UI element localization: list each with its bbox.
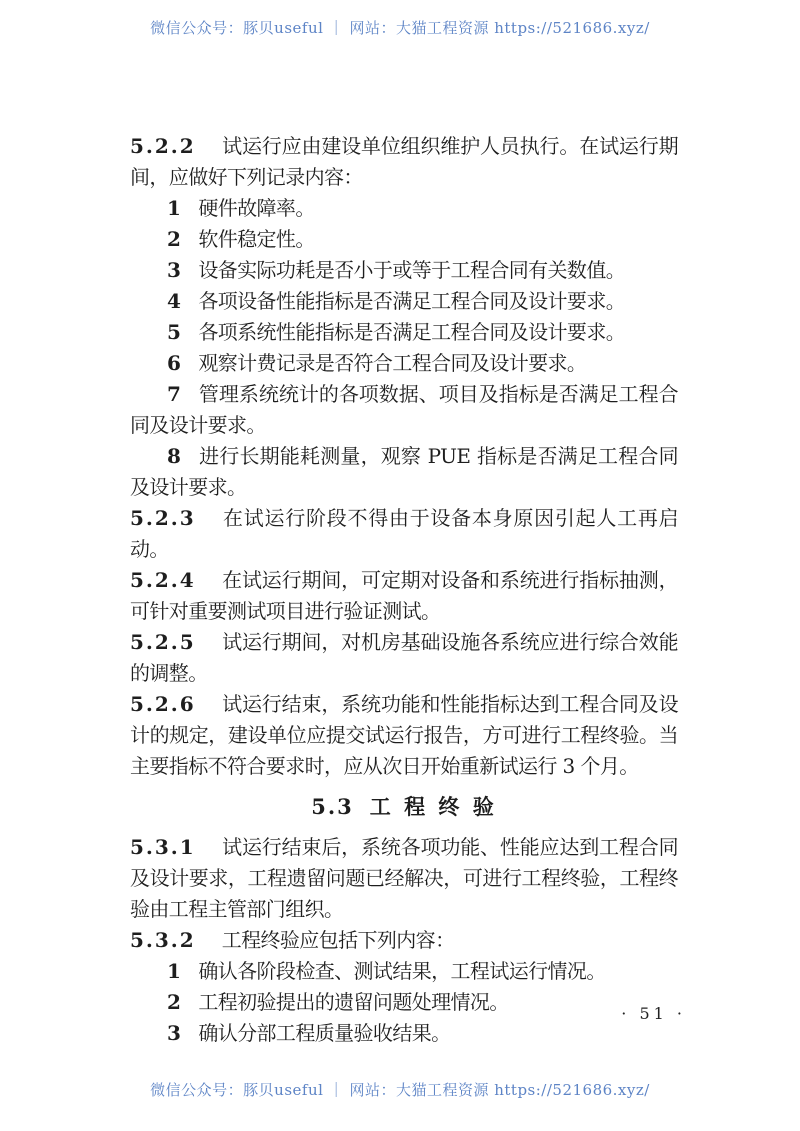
list-item-number: 3 — [167, 258, 181, 282]
list-item-number: 8 — [167, 444, 181, 468]
clause-text: 试运行期间，对机房基础设施各系统应进行综合效能的调整。 — [130, 630, 678, 685]
list-item-text: 软件稳定性。 — [198, 227, 315, 251]
list-item-532-3 — [130, 1018, 678, 1049]
list-item-number: 1 — [167, 196, 181, 220]
list-item-522-1 — [130, 193, 678, 224]
list-item-text: 进行长期能耗测量，观察 PUE 指标是否满足工程合同及设计要求。 — [130, 444, 678, 499]
list-item-number: 4 — [167, 289, 181, 313]
clause-text: 在试运行阶段不得由于设备本身原因引起人工再启动。 — [130, 506, 678, 561]
clause-5-2-6 — [130, 689, 678, 782]
header-watermark: 微信公众号：豚贝useful ｜ 网站：大猫工程资源 https://521686.xyz/ — [150, 19, 650, 37]
clause-text: 试运行结束后，系统各项功能、性能应达到工程合同及设计要求，工程遗留问题已经解决，可进行工程终验，工程终验由工程主管部门组织。 — [130, 835, 678, 921]
clause-5-2-2 — [130, 131, 678, 193]
list-item-532-2 — [130, 987, 678, 1018]
list-item-text: 确认分部工程质量验收结果。 — [198, 1021, 451, 1045]
list-item-522-3 — [130, 255, 678, 286]
clause-text: 试运行结束，系统功能和性能指标达到工程合同及设计的规定，建设单位应提交试运行报告，方可进行工程终验。当主要指标不符合要求时，应从次日开始重新试运行 3 个月。 — [130, 692, 678, 778]
list-item-522-4 — [130, 286, 678, 317]
clause-5-2-5 — [130, 627, 678, 689]
footer-watermark: 微信公众号：豚贝useful ｜ 网站：大猫工程资源 https://521686.xyz/ — [150, 1081, 650, 1099]
section-heading-5-3 — [130, 791, 678, 822]
clause-number: 5.2.5 — [130, 630, 196, 654]
list-item-text: 观察计费记录是否符合工程合同及设计要求。 — [198, 351, 587, 375]
list-item-text: 设备实际功耗是否小于或等于工程合同有关数值。 — [198, 258, 626, 282]
list-item-text: 确认各阶段检查、测试结果，工程试运行情况。 — [198, 959, 606, 983]
clause-text: 工程终验应包括下列内容： — [221, 928, 455, 952]
list-item-text: 工程初验提出的遗留问题处理情况。 — [198, 990, 509, 1014]
clause-text: 在试运行期间，可定期对设备和系统进行指标抽测，可针对重要测试项目进行验证测试。 — [130, 568, 678, 623]
list-item-522-7 — [130, 379, 678, 441]
list-item-522-5 — [130, 317, 678, 348]
list-item-522-2 — [130, 224, 678, 255]
list-item-text: 硬件故障率。 — [198, 196, 315, 220]
list-item-number: 3 — [167, 1021, 181, 1045]
list-item-522-8 — [130, 441, 678, 503]
page-number: · 51 · — [621, 1004, 686, 1023]
clause-5-3-1 — [130, 832, 678, 925]
list-item-number: 1 — [167, 959, 181, 983]
clause-number: 5.2.2 — [130, 134, 196, 158]
clause-number: 5.2.6 — [130, 692, 196, 716]
clause-number: 5.3.1 — [130, 835, 196, 859]
list-item-text: 管理系统统计的各项数据、项目及指标是否满足工程合同及设计要求。 — [130, 382, 678, 437]
list-item-number: 2 — [167, 227, 181, 251]
list-item-number: 5 — [167, 320, 181, 344]
list-item-number: 6 — [167, 351, 181, 375]
clause-5-3-2 — [130, 925, 678, 956]
clause-number: 5.2.4 — [130, 568, 196, 592]
clause-number: 5.2.3 — [130, 506, 196, 530]
clause-5-2-3 — [130, 503, 678, 565]
section-title: 工 程 终 验 — [369, 794, 497, 819]
list-item-number: 2 — [167, 990, 181, 1014]
list-item-number: 7 — [167, 382, 181, 406]
section-number: 5.3 — [311, 794, 354, 819]
clause-5-2-4 — [130, 565, 678, 627]
list-item-522-6 — [130, 348, 678, 379]
list-item-text: 各项设备性能指标是否满足工程合同及设计要求。 — [198, 289, 626, 313]
list-item-532-1 — [130, 956, 678, 987]
clause-number: 5.3.2 — [130, 928, 196, 952]
clause-text: 试运行应由建设单位组织维护人员执行。在试运行期间，应做好下列记录内容： — [130, 134, 678, 189]
page-body — [130, 131, 678, 1049]
list-item-text: 各项系统性能指标是否满足工程合同及设计要求。 — [198, 320, 626, 344]
